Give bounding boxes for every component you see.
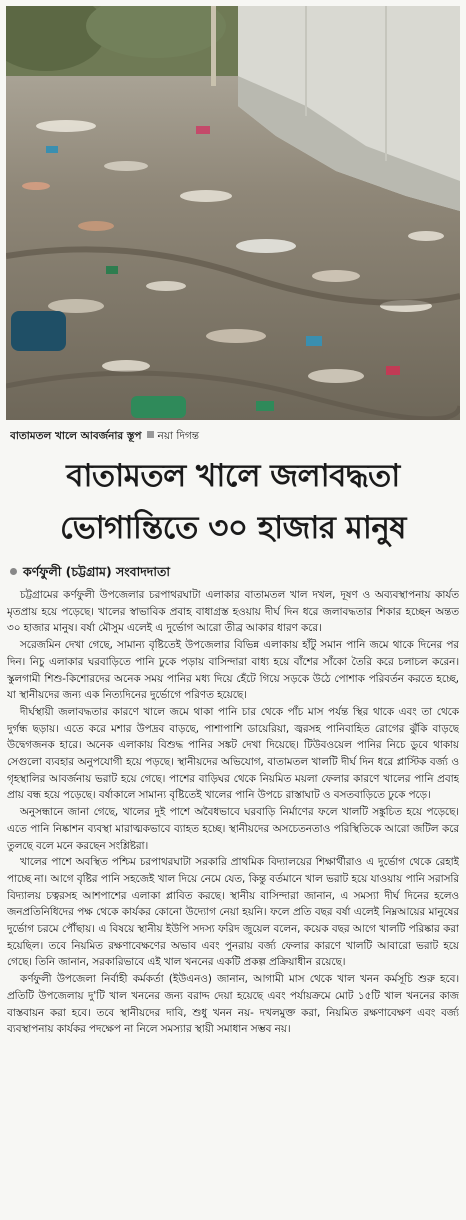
paragraph: অনুসন্ধানে জানা গেছে, খালের দুই পাশে অবৈধভাবে ঘরবাড়ি নির্মাণের ফলে খালটি সঙ্কুচিত হয়ে পড়েছে। এতে পানি নিষ্কাশন ব্যবস্থা মারাত্মকভাবে ব্যাহত হচ্ছে। স্থানীয়দের অসচেতনতাও পরিস্থিতিকে আরো জটিল করে তুলছে বলে মনে করছেন সংশ্লিষ্টরা। (7, 806, 459, 852)
headline-line-1: বাতামতল খালে জলাবদ্ধতা (66, 458, 400, 494)
paragraph: সরেজমিন দেখা গেছে, সামান্য বৃষ্টিতেই উপজেলার বিভিন্ন এলাকায় হাঁটু সমান পানি জমে থাকে দিনের পর দিন। নিচু এলাকার ঘরবাড়িতে পানি ঢুকে পড়ায় বাসিন্দারা বাধ্য হয়ে বাঁশের সাঁকো তৈরি করে চলাচল করেন। স্কুলগামী শিশু-কিশোরদের অনেক সময় পানির মধ্য দিয়ে হেঁটে গিয়ে সড়কে উঠে পোশাক পরিবর্তন করতে হচ্ছে, যা স্থানীয়দের জন্য এক নিত্যদিনের দুর্ভোগে পরিণত হয়েছে। (7, 639, 459, 702)
paragraph: দীর্ঘস্থায়ী জলাবদ্ধতার কারণে খালে জমে থাকা পানি চার থেকে পাঁচ মাস পর্যন্ত স্থির থাকে এবং তা থেকে দুর্গন্ধ ছড়ায়। এতে করে মশার উপদ্রব বাড়ছে, পাশাপাশি ডায়েরিয়া, জ্বরসহ পানিবাহিত রোগের ঝুঁকি বাড়ছে উদ্বেগজনক হারে। অনেক এলাকায় বিশুদ্ধ পানির সঙ্কট দেখা দিয়েছে। টিউবওয়েল পানির নিচে ডুবে থাকায় সেগুলো ব্যবহার অনুপযোগী হয়ে পড়ছে। স্থানীয়দের অভিযোগ, বাতামতল খালটি দীর্ঘ দিন ধরে প্লাস্টিক বর্জ্য ও গৃহস্থালির আবর্জনায় ভরাট হয়ে গেছে। পাশের বাড়িঘর থেকে নিয়মিত ময়লা ফেলার কারণে খালের পানি প্রবাহ প্রায় বন্ধ হয়ে পড়েছে। বর্ষাকালে সামান্য বৃষ্টিতেই খালের পানি উপচে রাস্তাঘাট ও বসতবাড়িতে ঢুকে পড়ে। (7, 705, 459, 802)
bullet-dot-icon (10, 568, 17, 575)
photo-caption (10, 428, 456, 444)
square-bullet-icon (147, 431, 154, 438)
paragraph: খালের পাশে অবস্থিত পশ্চিম চরপাথরঘাটা সরকারি প্রাথমিক বিদ্যালয়ের শিক্ষার্থীরাও এ দুর্ভোগ থেকে রেহাই পাচ্ছে না। আগে বৃষ্টির পানি সহজেই খাল দিয়ে নেমে যেত, কিন্তু বর্তমানে খাল ভরাট হয়ে যাওয়ায় পানি সরাসরি বিদ্যালয় চত্বরসহ আশপাশের এলাকা প্লাবিত করছে। স্থানীয় বাসিন্দারা জানান, এ সমস্যা দীর্ঘ দিনের হলেও জনপ্রতিনিধিদের পক্ষ থেকে কার্যকর কোনো উদ্যোগ নেয়া হয়নি। ফলে প্রতি বছর বর্ষা এলেই নিম্নআয়ের মানুষের দুর্ভোগ চরমে পৌঁছায়। এ বিষয়ে স্থানীয় ইউপি সদস্য ফরিদ জুয়েল বলেন, কয়েক বছর আগে খালটি পরিষ্কার করা হয়েছিল। তবে নিয়মিত রক্ষণাবেক্ষণের অভাব এবং পুনরায় বর্জ্য ফেলার কারণে খালটি আবারো ভরাট হয়ে গেছে। তিনি জানান, সরকারিভাবে এই খাল খননের একটি প্রকল্প প্রক্রিয়াধীন রয়েছে। (7, 856, 459, 969)
headline (6, 450, 460, 554)
paragraph: কর্ণফুলী উপজেলা নির্বাহী কর্মকর্তা (ইউএনও) জানান, আগামী মাস থেকে খাল খনন কর্মসূচি শুরু হবে। প্রতিটি উপজেলায় দু'টি খাল খননের জন্য বরাদ্দ দেয়া হয়েছে এবং পর্যায়ক্রমে মোট ১৫টি খাল খননের কাজ বাস্তবায়ন করা হবে। তবে স্থানীয়দের দাবি, শুধু খনন নয়- দখলমুক্ত করা, নিয়মিত রক্ষণাবেক্ষণ এবং বর্জ্য ব্যবস্থাপনায় কার্যকর পদক্ষেপ না নিলে সমস্যার স্থায়ী সমাধান সম্ভব নয়। (7, 973, 459, 1036)
byline-text: কর্ণফুলী (চট্টগ্রাম) সংবাদদাতা (23, 564, 170, 579)
byline (10, 563, 170, 581)
caption-text: বাতামতল খালে আবর্জনার স্তূপ (10, 430, 142, 442)
paragraph: চট্টগ্রামের কর্ণফুলী উপজেলার চরপাথরঘাটা এলাকার বাতামতল খাল দখল, দূষণ ও অব্যবস্থাপনায় কার্যত মৃতপ্রায় হয়ে পড়েছে। খালের স্বাভাবিক প্রবাহ বাধাগ্রস্ত হওয়ায় দীর্ঘ দিন ধরে জলাবদ্ধতার শিকার হচ্ছেন অন্তত ৩০ হাজার মানুষ। বর্ষা মৌসুম এলেই এ দুর্ভোগ আরো তীব্র আকার ধারণ করে। (7, 589, 459, 635)
headline-line-2: ভোগান্তিতে ৩০ হাজার মানুষ (60, 510, 406, 546)
garbage-canal-illustration (6, 6, 460, 420)
caption-credit: নয়া দিগন্ত (157, 430, 200, 442)
canal-photo (6, 6, 460, 420)
article-body (7, 587, 459, 1215)
